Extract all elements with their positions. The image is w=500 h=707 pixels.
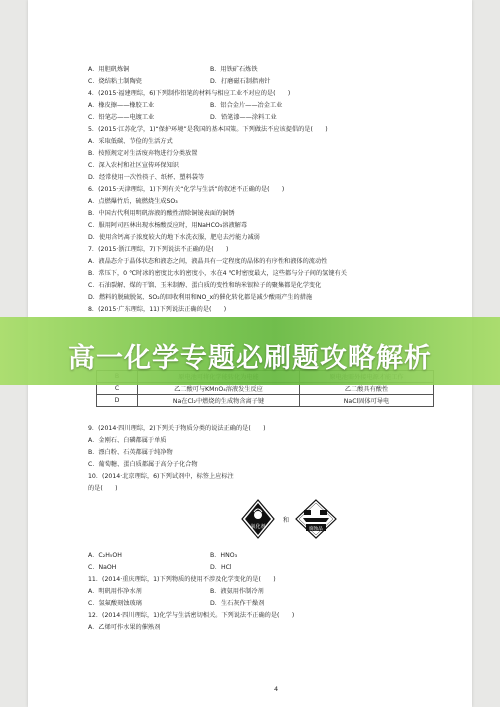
question-line [88, 270, 347, 278]
question-line [88, 576, 276, 584]
question-line [88, 258, 327, 266]
question-line [88, 624, 160, 632]
page-number: 4 [274, 685, 279, 693]
line-text: D．经常使用一次性筷子、纸杯、塑料袋等 [88, 174, 205, 181]
question-line [88, 150, 197, 158]
option-b-text: D．HCl [210, 564, 232, 571]
question-line [88, 588, 264, 596]
line-text: B．漂白粉、石英都属于纯净物 [88, 449, 173, 456]
line-text: 12．(2014·四川理综，1)化学与生活密切相关。下列说法不正确的是( ) [88, 612, 295, 619]
hazard-pictograms [240, 498, 340, 540]
line-text: 10．(2014·北京理综，6)下列试剂中，标签上应标注 [88, 473, 234, 480]
question-line [88, 210, 235, 218]
corrosive-pictogram [296, 500, 336, 538]
question-line [88, 612, 294, 620]
line-text: B．常压下，0 ℃时冰的密度比水的密度小，水在4 ℃时密度最大，这些都与分子间的氢键有关 [88, 270, 347, 277]
line-text: C．石油裂解、煤的干馏、玉米制醇、蛋白质的变性和纳米银粒子的聚集都是化学变化 [88, 282, 322, 289]
question-line [88, 437, 166, 445]
line-text: C．葡萄糖、蛋白质都属于高分子化合物 [88, 461, 198, 468]
line-text: B．按照规定对生活废弃物进行分类放置 [88, 150, 198, 157]
question-line [88, 552, 238, 560]
line-text: A．采取低碳、节俭的生活方式 [88, 138, 173, 145]
corrosive-label: 腐蚀品 [309, 526, 323, 532]
oxidizer-label: 氧化剂 [250, 524, 266, 530]
option-b-text: B．用铁矿石炼铁 [210, 66, 258, 73]
line-text: C．深入农村和社区宣传环保知识 [88, 162, 179, 169]
row-option: D [97, 395, 138, 407]
line-text: 7．(2015·浙江理综，7)下列说法不正确的是( ) [88, 246, 229, 253]
line-text: 8．(2015·广东理综，11)下列说法正确的是( ) [88, 306, 227, 313]
question-line [88, 246, 228, 254]
question-line [88, 485, 118, 493]
line-text: B．中国古代利用明矾溶液的酸性清除铜镜表面的铜锈 [88, 210, 235, 217]
line-text: A．液晶态介于晶体状态和液态之间，液晶具有一定程度的晶体的有序性和液体的流动性 [88, 258, 328, 265]
line-text: C．服用阿司匹林出现水杨酸反应时，用NaHCO₃溶液解毒 [88, 222, 248, 229]
connector-text: 和 [282, 517, 290, 524]
option-b-text: D．打磨磁石制指南针 [210, 78, 271, 85]
question-line [88, 306, 226, 314]
line-text: 的是( ) [88, 485, 118, 492]
question-line [88, 126, 328, 134]
question-line [88, 174, 204, 182]
option-b-text: B．液氨用作制冷剂 [210, 588, 264, 595]
question-line [88, 78, 271, 86]
option-b-text: B．铝合金片——冶金工业 [210, 102, 283, 109]
question-line [88, 234, 260, 242]
line-text: A．金刚石、白磷都属于单质 [88, 437, 167, 444]
line-text: 4．(2015·福建理综，6)下列制作铅笔的材料与相应工业不对应的是( ) [88, 90, 291, 97]
question-line [88, 473, 234, 481]
line-text: A．点燃爆竹后，硫燃烧生成SO₃ [88, 198, 178, 205]
question-line [88, 90, 290, 98]
option-b-text: B．HNO₃ [210, 552, 238, 559]
line-text: 5．(2015·江苏化学，1)“保护环境”是我国的基本国策。下列做法不应该提倡的是( ) [88, 126, 328, 133]
question-line [88, 425, 266, 433]
oxidizer-pictogram [242, 500, 274, 538]
line-text: 6．(2015·天津理综，1)下列有关“化学与生活”的叙述不正确的是( ) [88, 186, 285, 193]
question-line [88, 294, 312, 302]
line-text: A．明矾用作净水剂 [88, 588, 142, 595]
line-text: A．橡皮擦——橡胶工业 [88, 102, 155, 109]
line-text: C．NaOH [88, 564, 117, 571]
line-text: 9．(2014·四川理综，2)下列关于物质分类的说法正确的是( ) [88, 425, 266, 432]
question-line [88, 66, 258, 74]
row-option: C [97, 383, 138, 395]
question-line [88, 461, 198, 469]
option-b-text: D．铅笔漆——涂料工业 [210, 114, 277, 121]
question-line [88, 449, 173, 457]
question-line [88, 564, 232, 572]
row-statement: Na在Cl₂中燃烧的生成物含离子键 [138, 395, 300, 407]
question-line [88, 198, 178, 206]
line-text: C．氢氟酸刻蚀玻璃 [88, 600, 142, 607]
question-line [88, 222, 247, 230]
row-statement: NaCl固体可导电 [299, 395, 433, 407]
question-line [88, 282, 321, 290]
question-line [88, 114, 277, 122]
option-b-text: D．生石灰作干燥剂 [210, 600, 265, 607]
question-line [88, 138, 173, 146]
line-text: D．使用含钙离子浓度较大的地下水洗衣服，肥皂去污能力减弱 [88, 234, 260, 241]
row-statement: 乙二酸具有酸性 [299, 383, 433, 395]
banner-title: 高一化学专题必刷题攻略解析 [68, 343, 432, 374]
line-text: A．C₂H₅OH [88, 552, 122, 559]
line-text: C．烧结粘土制陶瓷 [88, 78, 142, 85]
row-statement: 乙二酸可与KMnO₄溶液发生反应 [138, 383, 300, 395]
line-text: 11．(2014·重庆理综，1)下列物质的使用不涉及化学变化的是( ) [88, 576, 276, 583]
question-line [88, 102, 283, 110]
line-text: D．燃料的脱硫脱氮、SO₂的回收利用和NO_x的催化转化都是减少酸雨产生的措施 [88, 294, 313, 301]
line-text: A．用胆矾炼铜 [88, 66, 130, 73]
question-line [88, 162, 179, 170]
table-row [97, 395, 434, 407]
line-text: A．乙烯可作水果的催熟剂 [88, 624, 161, 631]
question-line [88, 600, 265, 608]
question-line [88, 186, 284, 194]
line-text: C．铅笔芯——电镀工业 [88, 114, 155, 121]
